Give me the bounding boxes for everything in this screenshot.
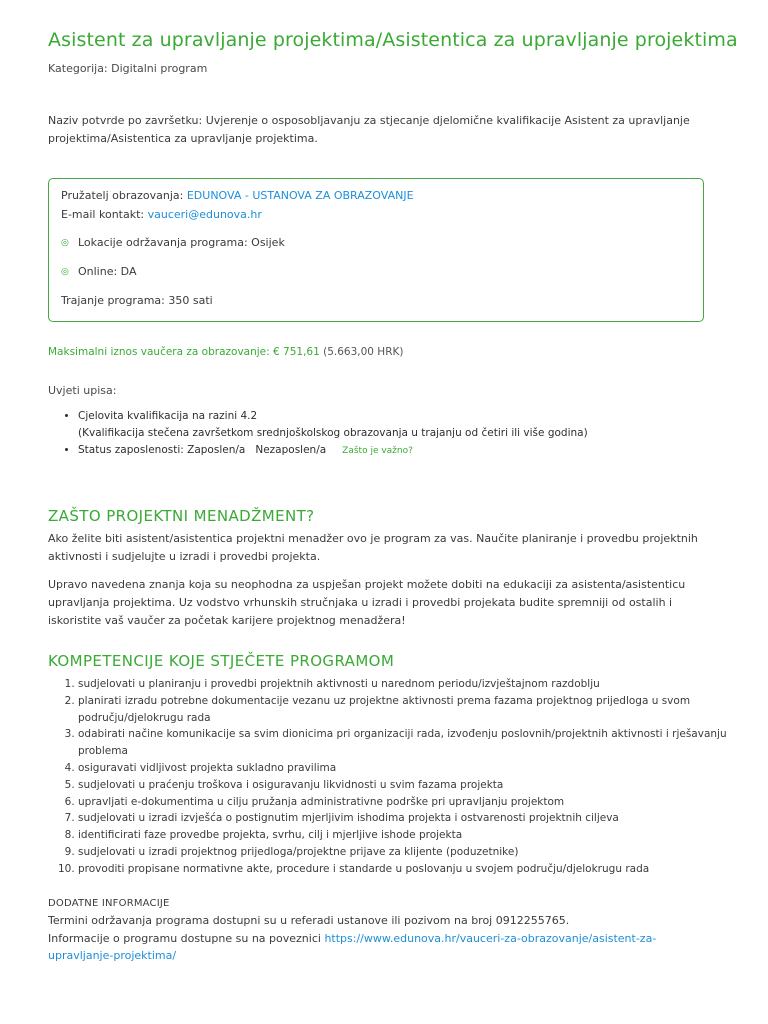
list-item: 7. sudjelovati u izradi izvješća o postignutim mjerljivim ishodima projekta i ostvarenosti projektnih ciljeva: [78, 810, 728, 827]
list-item: 8. identificirati faze provedbe projekta, svrhu, cilj i mjerljive ishode projekta: [78, 827, 728, 844]
conditions-list: [48, 408, 758, 458]
duration-text: Trajanje programa: 350 sati: [61, 294, 213, 307]
qualification-text: Cjelovita kvalifikacija na razini 4.2: [78, 410, 258, 422]
competences-heading: KOMPETENCIJE KOJE STJEČETE PROGRAMOM: [48, 652, 395, 670]
why-paragraph-2: Upravo navedena znanja koja su neophodna za uspješan projekt možete dobiti na edukaciji za asistenta/asistenticu upravljanja projektima. Uz vodstvo vrhunskih stručnjaka u izradi i provedbi projekata budite spremniji od ostalih i iskoristite vaš vaučer za početak karijere projektnog menadžera!: [48, 578, 686, 628]
program-link-label: Informacije o programu dostupne su na poveznici: [48, 931, 325, 945]
list-item: 5. sudjelovati u praćenju troškova i osiguravanju likvidnosti u svim fazama projekta: [78, 777, 728, 794]
list-item: 10. provoditi propisane normativne akte, procedure i standarde u poslovanju u svojem području/djelokrugu rada: [78, 861, 728, 878]
list-item: 3. odabirati načine komunikacije sa svim dionicima pri organizaciji rada, izvođenju poslovnih/projektnih aktivnosti i rješavanju problema: [78, 726, 728, 760]
online-row: [61, 263, 137, 280]
program-link-row: [48, 930, 718, 965]
location-row: [61, 234, 285, 251]
list-item: [78, 442, 758, 459]
completion-certificate-text: Naziv potvrde po završetku: Uvjerenje o osposobljavanju za stjecanje djelomične kvalifikacije Asistent za upravljanje projektima/Asistentica za upravljanje projektima.: [48, 114, 690, 145]
voucher-hrk: (5.663,00 HRK): [319, 346, 404, 358]
email-link[interactable]: vauceri@edunova.hr: [147, 208, 262, 221]
location-text: Lokacije održavanja programa: Osijek: [78, 236, 285, 249]
list-item: 6. upravljati e-dokumentima u cilju pružanja administrativne podrške pri upravljanju projektom: [78, 794, 728, 811]
additional-info: [48, 896, 718, 965]
list-item: [78, 408, 758, 442]
voucher-amount: [48, 344, 403, 360]
competences-list: [48, 676, 728, 878]
why-important-link[interactable]: Zašto je važno?: [342, 445, 413, 456]
provider-row: [61, 187, 414, 204]
email-label: E-mail kontakt:: [61, 208, 148, 221]
voucher-label: Maksimalni iznos vaučera za obrazovanje: € 751,61: [48, 346, 320, 358]
why-heading: ZAŠTO PROJEKTNI MENADŽMENT?: [48, 507, 315, 525]
provider-link[interactable]: EDUNOVA - USTANOVA ZA OBRAZOVANJE: [186, 189, 414, 202]
conditions-label: Uvjeti upisa:: [48, 384, 117, 397]
list-item: 1. sudjelovati u planiranju i provedbi projektnih aktivnosti u narednom periodu/izvještajnom razdoblju: [78, 676, 728, 693]
employment-status: Status zaposlenosti: Zaposlen/a Nezaposlen/a: [78, 443, 327, 456]
list-item: 9. sudjelovati u izradi projektnog prijedloga/projektne prijave za klijente (poduzetnike): [78, 844, 728, 861]
list-item: 2. planirati izradu potrebne dokumentacije vezanu uz projektne aktivnosti prema fazama projektnog prijedloga u svom području/djelokrugu rada: [78, 693, 728, 727]
provider-label: Pružatelj obrazovanja:: [61, 189, 187, 202]
page-title: Asistent za upravljanje projektima/Asistentica za upravljanje projektima: [48, 29, 738, 51]
additional-info-heading: DODATNE INFORMACIJE: [48, 898, 170, 909]
why-paragraph-1: Ako želite biti asistent/asistentica projektni menadžer ovo je program za vas. Naučite planiranje i provedbu projektnih aktivnosti i sudjelujte u izradi i provedbi projekta.: [48, 532, 698, 564]
location-pin-icon: ◎: [61, 267, 69, 277]
list-item: 4. osiguravati vidljivost projekta sukladno pravilima: [78, 760, 728, 777]
online-text: Online: DA: [78, 265, 137, 278]
category-label: Kategorija: Digitalni program: [48, 62, 208, 75]
email-row: [61, 206, 262, 223]
program-info-box: [48, 178, 704, 322]
program-url-link[interactable]: https://www.edunova.hr/vauceri-za-obrazovanje/asistent-za-upravljanje-projektima/: [48, 931, 657, 963]
location-pin-icon: ◎: [61, 238, 69, 248]
qualification-note: (Kvalifikacija stečena završetkom srednjoškolskog obrazovanja u trajanju od četiri ili više godina): [78, 426, 588, 439]
schedule-info: Termini održavanja programa dostupni su u referadi ustanove ili pozivom na broj 0912255765.: [48, 914, 570, 927]
